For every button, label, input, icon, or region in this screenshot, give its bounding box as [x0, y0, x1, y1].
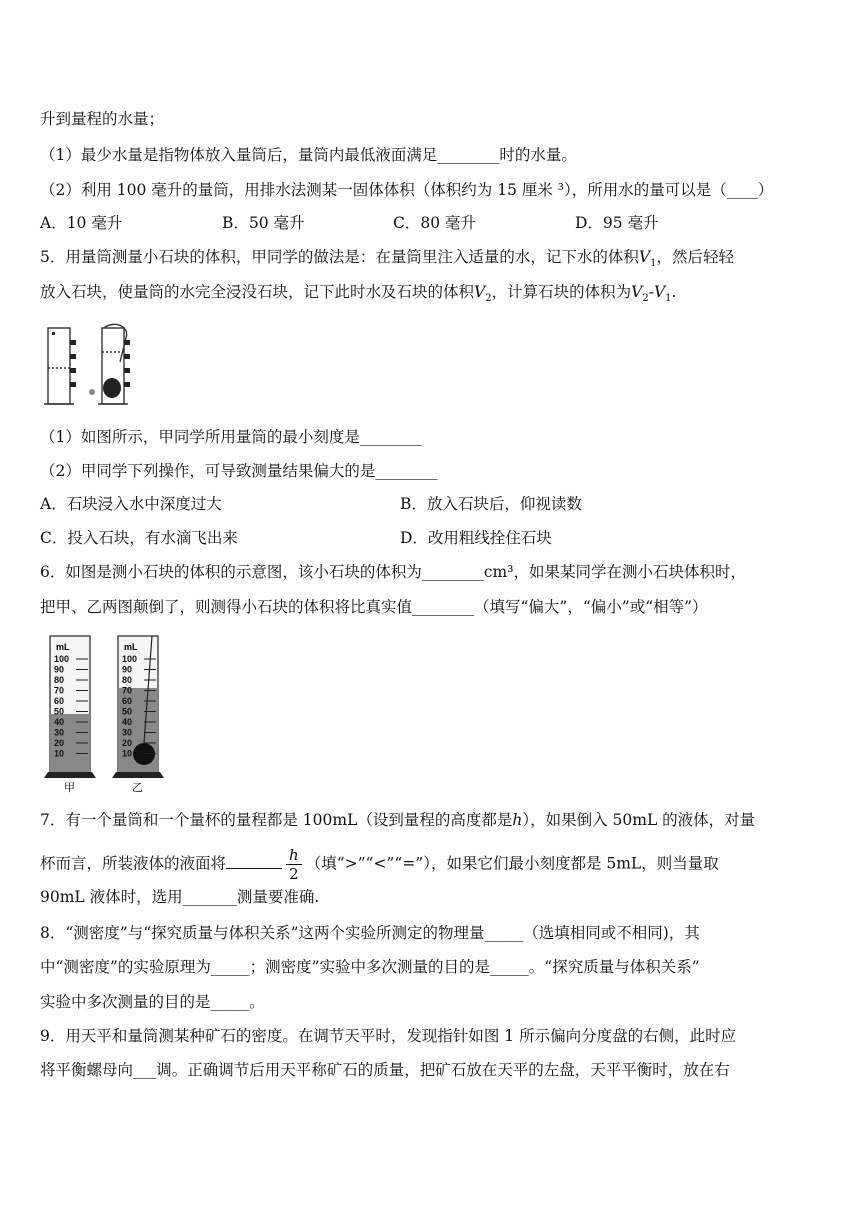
text: ，计算石块的体积为	[491, 283, 632, 301]
tick-label: 40	[122, 717, 133, 727]
option-b: B．50 毫升	[222, 214, 305, 232]
tick-label: 100	[122, 654, 138, 664]
q5-cylinders-figure	[40, 322, 150, 412]
text: ），如果倒入 50mL 的液体，对量	[522, 811, 756, 829]
text: 5．用量筒测量小石块的体积，甲同学的做法是：在量筒里注入适量的水，记下水的体积	[40, 248, 639, 266]
tick-label: 10	[54, 748, 65, 759]
q5-sub-2: （2）甲同学下列操作，可导致测量结果偏大的是________	[40, 462, 438, 480]
option-a: A．10 毫升	[40, 214, 123, 232]
text: ，然后轻轻	[656, 248, 734, 266]
option-d: D．95 毫升	[575, 214, 659, 232]
q7-line-2	[40, 846, 719, 883]
unit-label-jia: mL	[56, 642, 70, 652]
q8-line-2: 中“测密度”的实验原理为_____；测密度”实验中多次测量的目的是_____。“探究质量与体积关系”	[40, 958, 700, 976]
label-yi: 乙	[132, 781, 143, 794]
tick-label: 70	[122, 685, 133, 696]
tick-label: 100	[54, 654, 70, 664]
text: 杯而言，所装液体的液面将	[40, 854, 227, 873]
blank	[226, 852, 282, 869]
q8-line-3: 实验中多次测量的目的是_____。	[40, 993, 265, 1011]
q5-option-a: A．石块浸入水中深度过大	[40, 495, 222, 513]
q5-option-d: D．改用粗线拴住石块	[400, 529, 552, 547]
q9-line-1: 9．用天平和量筒测某种矿石的密度。在调节天平时，发现指针如图 1 所示偏向分度盘的右侧，此时应	[40, 1027, 737, 1045]
q5-line-1	[40, 246, 734, 275]
q7-line-1	[40, 809, 755, 831]
text: 放入石块，使量筒的水完全浸没石块，记下此时水及石块的体积	[40, 283, 475, 301]
q6-line-1: 6．如图是测小石块的体积的示意图，该小石块的体积为________cm³，如果某同学在测小石块体积时，	[40, 563, 746, 581]
text: （填“>”“<”“=”），如果它们最小刻度都是 5mL，则当量取	[305, 854, 719, 873]
option-c: C．80 毫升	[393, 214, 477, 232]
tick-label: 90	[54, 664, 65, 675]
q6-cylinders-figure	[40, 632, 170, 794]
text-line: （1）最少水量是指物体放入量筒后，量筒内最低液面满足________时的水量。	[40, 146, 577, 164]
cylinder-jia-base	[44, 772, 96, 778]
q5-option-b: B．放入石块后，仰视读数	[400, 495, 582, 513]
subscript: 2	[642, 293, 649, 305]
tick-label: 40	[54, 717, 65, 727]
unit-label-yi: mL	[124, 642, 138, 652]
fraction-h-over-2	[286, 846, 302, 883]
tick-label: 50	[122, 706, 133, 717]
var: V	[631, 283, 643, 301]
q8-line-1: 8．“测密度”与“探究质量与体积关系”这两个实验所测定的物理量_____（选填相同或不相同)，其	[40, 924, 700, 942]
text-line: （2）利用 100 毫升的量筒，用排水法测某一固体体积（体积约为 15 厘米 ³），所用水的量可以是（____）	[40, 181, 774, 199]
tick-label: 60	[122, 696, 133, 706]
denominator: 2	[289, 865, 299, 883]
tick-label: 80	[54, 675, 65, 685]
q4-options	[40, 212, 659, 234]
subscript: 1	[650, 258, 657, 270]
tick-label: 30	[54, 727, 65, 738]
tick-label: 60	[54, 696, 65, 706]
text: -	[648, 283, 654, 301]
text: 7．有一个量筒和一个量杯的量程都是 100mL（设到量程的高度都是	[40, 811, 513, 829]
tick-label: 90	[122, 664, 133, 675]
tick-label: 50	[54, 706, 65, 717]
tick-label: 70	[54, 685, 65, 696]
q7-line-3: 90mL 液体时，选用_______测量要准确.	[40, 888, 320, 906]
var: V	[474, 283, 486, 301]
q6-line-2: 把甲、乙两图颠倒了，则测得小石块的体积将比真实值________（填写“偏大”，“偏小”或“相等”）	[40, 598, 708, 616]
tick-label: 20	[122, 738, 133, 748]
label-jia: 甲	[64, 781, 75, 794]
text: .	[671, 283, 677, 301]
subscript: 2	[485, 293, 492, 305]
q9-line-2: 将平衡螺母向___调。正确调节后用天平称矿石的质量，把矿石放在天平的左盘，天平平衡时，放在右	[40, 1061, 730, 1079]
subscript: 1	[665, 293, 672, 305]
q5-sub-1: （1）如图所示，甲同学所用量筒的最小刻度是________	[40, 428, 422, 446]
q5-option-c: C．投入石块，有水滴飞出来	[40, 529, 238, 547]
tick-label: 80	[122, 675, 133, 685]
cylinder-yi-base	[112, 772, 164, 778]
tick-label: 10	[122, 748, 133, 759]
var: V	[653, 283, 666, 301]
tick-label: 30	[122, 727, 133, 738]
tick-label: 20	[54, 738, 65, 748]
q5-line-2	[40, 281, 676, 310]
var: h	[512, 811, 523, 829]
numerator: h	[286, 846, 302, 865]
var: V	[638, 248, 651, 266]
text-line: 升到量程的水量；	[40, 110, 165, 128]
